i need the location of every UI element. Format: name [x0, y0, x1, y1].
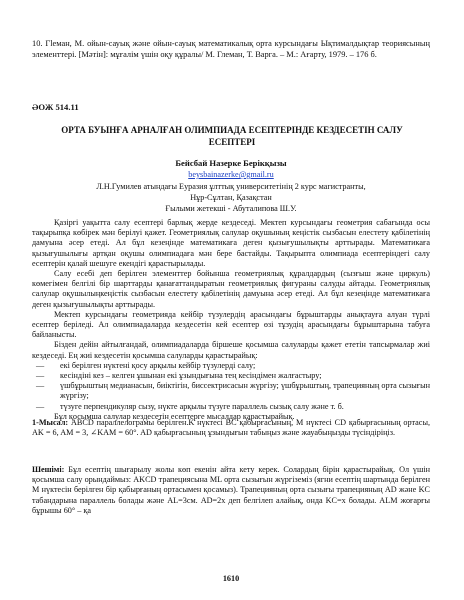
body-paragraph: Бізден дейін айтылғандай, олимпиадаларда біршеше қосымша салуларды қажет ететін тапсырмалар жиі кездеседі. Ең жиі кездесетін қосымша салуларды қарастырайық:: [32, 340, 430, 360]
affiliation-line: Л.Н.Гумилев атындағы Еуразия ұлттық университетінің 2 курс магистранты,: [96, 182, 366, 191]
list-dash: —: [36, 371, 45, 381]
body-paragraph: Қазіргі уақытта салу есептері барлық жерде кездеседі. Мектеп курсындағы геометрия сабағында осы тақырыпқа көбірек мән берілуі қажет. Геометриялық салулар оқушының кеңістік сызбасын елестету қабілетінің дамуына әсер етеді. Ал бұл кезеңінде математикаға деген қызығушылықты арттырады. Математикаға қызығушылығы артқан оқушы олимпиадаға мән бере бастайды. Тақырыпта олимпиада есептеріндегі салу есептерін қалай шешуге екендігі қарастырылады.: [32, 218, 430, 268]
affiliation-block: [32, 181, 430, 214]
solution-label: Шешімі:: [32, 465, 65, 474]
list-item: [32, 381, 430, 401]
author-email-link[interactable]: beysbainazerke@gmail.ru: [188, 170, 274, 179]
body-paragraph: Салу есебі деп берілген элементтер бойынша геометриялық құралдардың (сызғыш және циркуль) көмегімен белгілі бір шарттарды қанағаттандыратын геометриялық фигураны салуды айтады. Геометриялық салулар оқушылыңкеңістік сызбасын елестету қабілетінің дамуына әсер етеді. Ал бұл кезеңінде математикаға деген қызығушылықты арттырады.: [32, 269, 430, 309]
list-dash: —: [36, 381, 45, 391]
solution-block: [32, 465, 430, 516]
list-item: [32, 361, 430, 371]
paper-page: [32, 0, 430, 600]
list-dash: —: [36, 401, 45, 411]
list-dash: —: [36, 360, 45, 370]
example-text: ABCD параллелограмы берілген.K нүктесі BC қабырғасының, M нүктесі CD қабырғасының ортасы, AK = 6, AM = 3, ∠KAM = 60°. AD қабырғасының ұзындығын табыңыз және жауабыңызды түсіндіріңіз.: [32, 418, 430, 438]
example-block: [32, 418, 430, 438]
list-item: [32, 371, 430, 381]
reference-entry: 10. Гleман, М. ойын-сауық және ойын-сауық математикалық орта курсындағы Ықтималдықтар теориясының элементтері. [Мәтін]: мұғалім үшін оқу құралы/ М. Глеман, Т. Варга. – М.: Ағарту, 1979. – 176 б.: [32, 39, 430, 59]
example-label: 1-Мысал:: [32, 418, 69, 427]
article-title: ОРТА БУЫНҒА АРНАЛҒАН ОЛИМПИАДА ЕСЕПТЕРІНДЕ КЕЗДЕСЕТІН САЛУ ЕСЕПТЕРІ: [61, 125, 403, 147]
page-number: 1610: [222, 574, 240, 583]
body-paragraph: Бұл қосымша салулар кездесетін есептерге мысалдар қарастырайық.: [54, 411, 295, 421]
affiliation-line: Нұр-Сұлтан, Қазақстан: [190, 193, 272, 202]
author-name: Бейсбай Назерке Берікқызы: [175, 158, 287, 168]
list-item-text: екі берілген нүктені қосу арқылы кейбір түзулерді салу;: [60, 360, 256, 370]
list-item-text: үшбұрыштың медианасын, биіктігін, биссектрисасын жүргізу; үшбұрыштың, трапецияның орта сызығын жүргізу;: [60, 381, 430, 401]
affiliation-line: Ғылыми жетекші - Абуталипова Ш.У.: [165, 204, 297, 213]
list-item-text: түзуге перпендикуляр сызу, нүкте арқылы түзуге параллель сызық салу және т. б.: [60, 401, 344, 411]
body-paragraph: Мектеп курсындағы геометрияда кейбір түзулердің арасындағы бұрыштарды анықтауға алуан түрлі есептер беріледі. Ал олимпиадаларда кездесетін кей есептер өзі тұзудің арасындағы бұрыштарына табуға байланысты.: [32, 309, 430, 340]
list-item-text: кесіндіні кез – келген ұшынан екі ұзындығына тең кесіндімен жалғастыру;: [60, 371, 322, 381]
list-item: [32, 402, 430, 412]
udc-code: ӘОЖ 514.11: [32, 102, 79, 112]
article-body: [32, 218, 430, 422]
solution-text: Бұл есептің шығарылу жолы көп екенін айта кету керек. Солардың бірін қарастырайық. Ол үшін қосымша салу орындаймыз: AKCD трапециясына ML орта сызығын жүргіземіз (ягни есептің шартында берілген M нүктесін берілген бір қабырғаның ортасымен қосамыз). Трапецияның орта сызығы трапецияның AD және KC табандарына параллель болады және AL=3см. AD=2x деп белгілеп алайық, онда KC=x болады. ALM жоғарғы бұрышы 60° – қа: [32, 465, 430, 515]
